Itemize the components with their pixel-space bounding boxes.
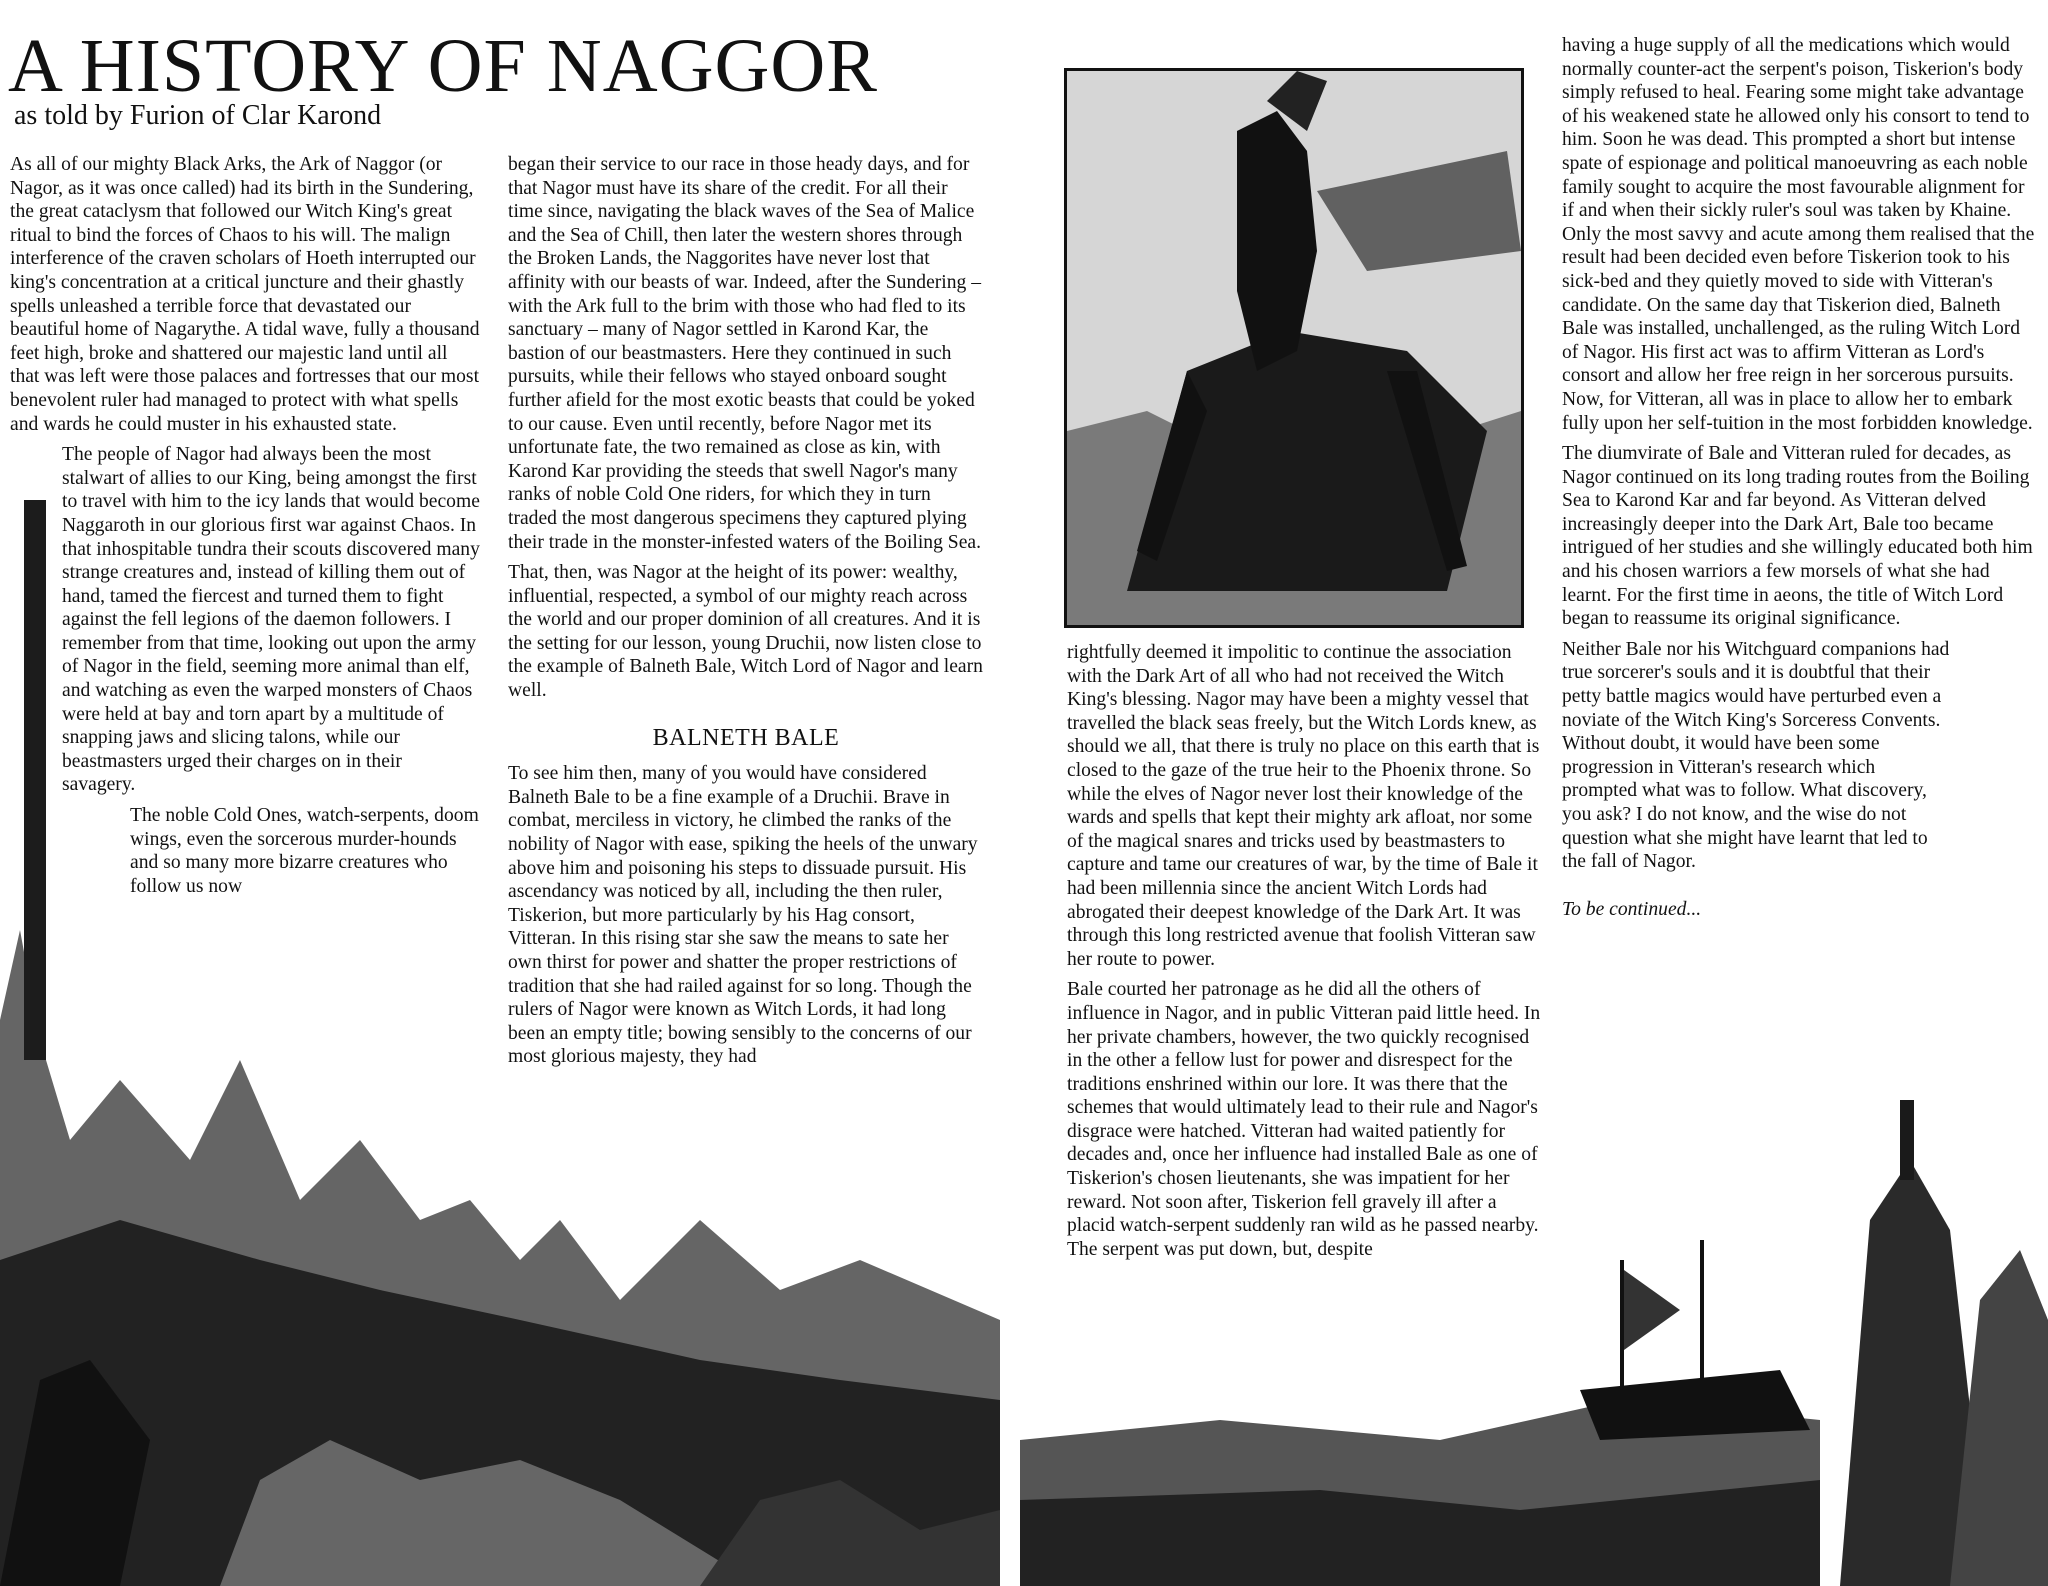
black-ark-tower-illustration xyxy=(1800,1100,2048,1586)
paragraph: Neither Bale nor his Witchguard companions had true sorcerer's souls and it is doubtful that their petty battle magics would have perturbed even a noviate of the Witch King's Sorceress Convents. Without doubt, it would have been some progression in Vitteran's research which prompted what was to follow. What discovery, you ask? I do not know, and the wise do not question what she might have learnt that led to the fall of Nagor. xyxy=(1562,638,1950,873)
article-column-1 xyxy=(10,153,480,905)
paragraph: began their service to our race in those heady days, and for that Nagor must have its share of the credit. For all their time since, navigating the black waves of the Sea of Malice and the Sea of Chill, then later the western shores through the Broken Lands, the Naggorites have never lost that affinity with our beasts of war. Indeed, after the Sundering – with the Ark full to the brim with those who had fled to its sanctuary – many of Nagor settled in Karond Kar, the bastion of our beastmasters. Here they continued in such pursuits, while their fellows who stayed onboard sought further afield for the most exotic beasts that could be yoked to our cause. Even until recently, before Nagor met its unfortunate fate, the two remained as close as kin, with Karond Kar providing the steeds that swell Nagor's many ranks of noble Cold One riders, for which they in turn traded the most dangerous specimens they captured plying their trade in the monster-infested waters of the Boiling Sea. xyxy=(508,154,982,553)
article-column-3 xyxy=(1067,641,1547,1268)
paragraph: rightfully deemed it impolitic to continue the association with the Dark Art of all who had not received the Witch King's blessing. Nagor may have been a mighty vessel that travelled the black seas freely, but the Witch Lords knew, as should we all, that there is truly no place on this earth that is closed to the gaze of the true heir to the Phoenix throne. So while the elves of Nagor never lost their knowledge of the wards and spells that kept their mighty ark afloat, nor some of the magical snares and tricks used by beastmasters to capture and tame our creatures of war, by the time of Bale it had been millennia since the ancient Witch Lords had abrogated their deepest knowledge of the Dark Art. It was through this long restricted avenue that foolish Vitteran saw her route to power. xyxy=(1067,642,1540,970)
to-be-continued: To be continued... xyxy=(1562,898,1702,920)
paragraph: The diumvirate of Bale and Vitteran ruled for decades, as Nagor continued on its long trading routes from the Boiling Sea to Karond Kar and far beyond. As Vitteran delved increasingly deeper into the Dark Art, Bale too became intrigued of her studies and she willingly educated both him and his chosen warriors a few morsels of what she had learnt. For the first time in aeons, the title of Witch Lord began to reassume its original significance. xyxy=(1562,443,2033,630)
article-column-4 xyxy=(1562,34,2038,928)
section-heading: BALNETH BALE xyxy=(652,724,840,751)
article-column-2 xyxy=(508,153,984,1076)
paragraph: That, then, was Nagor at the height of its power: wealthy, influential, respected, a symbol of our mighty reach across the world and our proper dominion of all creatures. And it is the setting for our lesson, young Druchii, now listen close to the example of Balneth Bale, Witch Lord of Nagor and learn well. xyxy=(508,562,983,702)
paragraph: Bale courted her patronage as he did all the others of influence in Nagor, and in public Vitteran paid little heed. In her private chambers, however, the two quickly recognised in the other a fellow lust for power and disrespect for the traditions enshrined within our lore. It was there that the schemes that would ultimately lead to their rule and Nagor's disgrace were hatched. Vitteran had waited patiently for decades and, once her influence had installed Bale as one of Tiskerion's chosen lieutenants, she was impatient for her reward. Not soon after, Tiskerion fell gravely ill after a placid watch-serpent suddenly ran wild as he passed nearby. The serpent was put down, but, despite xyxy=(1067,979,1541,1260)
byline: as told by Furion of Clar Karond xyxy=(14,100,382,131)
paragraph: The people of Nagor had always been the most stalwart of allies to our King, being amongst the first to travel with him to the icy lands that would become Naggaroth in our glorious first war against Chaos. In that inhospitable tundra their scouts discovered many strange creatures and, instead of killing them out of hand, tamed the fiercest and turned them to fight against the fell legions of the daemon followers. I remember from that time, looking out upon the army of Nagor in the field, seeming more animal than elf, and watching as even the warped monsters of Chaos were held at bay and torn apart by a multitude of snapping jaws and slicing talons, while our beastmasters urged their charges on in their savagery. xyxy=(62,444,480,796)
paragraph: To see him then, many of you would have considered Balneth Bale to be a fine example of a Druchii. Brave in combat, merciless in victory, he climbed the ranks of the nobility of Nagor with ease, spiking the heels of the unwary above him and poisoning his steps to dissuade pursuit. His ascendancy was noticed by all, including the then ruler, Tiskerion, but more particularly by his Hag consort, Vitteran. In this rising star she saw the means to sate her own thirst for power and shatter the proper restrictions of tradition that she had railed against for so long. Though the rulers of Nagor were known as Witch Lords, it had long been an empty title; bowing sensibly to the concerns of our most glorious majesty, they had xyxy=(508,763,978,1068)
page-title: A HISTORY OF NAGGOR xyxy=(8,24,878,108)
paragraph: As all of our mighty Black Arks, the Ark of Naggor (or Nagor, as it was once called) had its birth in the Sundering, the great cataclysm that followed our Witch King's great ritual to bind the forces of Chaos to his will. The malign interference of the craven scholars of Hoeth interrupted our king's concentration at a critical juncture and their ghastly spells unleashed a terrible force that devastated our beautiful home of Nagarythe. A tidal wave, fully a thousand feet high, broke and shattered our majestic land until all that was left were those palaces and fortresses that our most benevolent ruler had managed to protect with what spells and wards he could muster in his exhausted state. xyxy=(10,154,480,435)
witch-lord-rider-illustration xyxy=(1064,68,1524,628)
paragraph: having a huge supply of all the medications which would normally counter-act the serpent's poison, Tiskerion's body simply refused to heal. Fearing some might take advantage of his weakened state he allowed only his consort to tend to him. Soon he was dead. This prompted a short but intense spate of espionage and political manoeuvring as each noble family sought to acquire the most favourable alignment for if and when their sickly ruler's soul was taken by Khaine. Only the most savvy and acute among them realised that the result had been decided even before Tiskerion took to his sick-bed and they quietly moved to side with Vitteran's candidate. On the same day that Tiskerion died, Balneth Bale was installed, unchallenged, as the ruling Witch Lord of Nagor. His first act was to affirm Vitteran as Lord's consort and allow her free reign in her sorcerous pursuits. Now, for Vitteran, all was in place to allow her to embark fully upon her self-tuition in the most forbidden knowledge. xyxy=(1562,35,2035,434)
paragraph: The noble Cold Ones, watch-serpents, doom wings, even the sorcerous murder-hounds and so many more bizarre creatures who follow us now xyxy=(130,805,479,897)
